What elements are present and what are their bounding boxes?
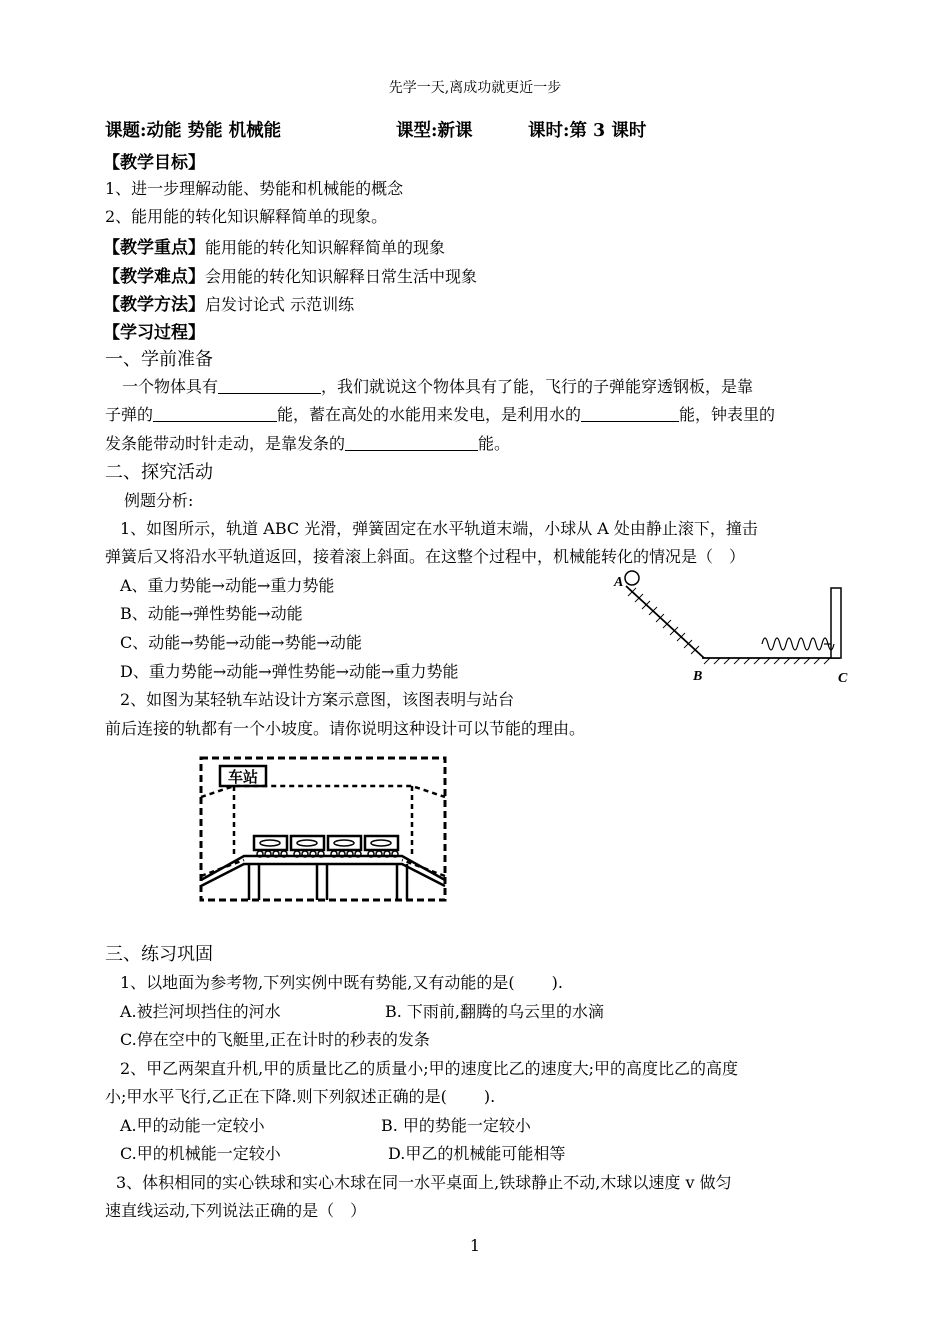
q1-option: D、重力势能→动能→弹性势能→动能→重力势能 xyxy=(120,662,459,681)
q1-option: A、重力势能→动能→重力势能 xyxy=(120,576,335,595)
q1-option: C、动能→势能→动能→势能→动能 xyxy=(120,633,362,652)
method-label: 【教学方法】 xyxy=(103,295,205,315)
exercise-option: D.甲乙的机械能可能相等 xyxy=(388,1144,566,1163)
text-segment: 能，蓄在高处的水能用来发电，是利用水的 xyxy=(277,405,582,424)
station-diagram xyxy=(192,752,454,904)
track-pillars xyxy=(249,864,407,900)
q2-text: 2、如图为某轻轨车站设计方案示意图，该图表明与站台 xyxy=(120,690,515,709)
exercise-question: 2、甲乙两架直升机,甲的质量比乙的质量小;甲的速度比乙的速度大;甲的高度比乙的高度 xyxy=(120,1059,739,1078)
exercise-option: C.停在空中的飞艇里,正在计时的秒表的发条 xyxy=(120,1030,430,1049)
exercise-option: A.被拦河坝挡住的河水 xyxy=(120,1002,281,1021)
example-label: 例题分析: xyxy=(124,491,194,510)
fill-line-2 xyxy=(105,402,775,425)
train xyxy=(254,836,398,857)
goal-item: 1、进一步理解动能、势能和机械能的概念 xyxy=(105,179,404,198)
difficulty-text: 会用能的转化知识解释日常生活中现象 xyxy=(205,267,478,286)
process-heading: 【学习过程】 xyxy=(103,323,205,343)
floor-hatch xyxy=(704,658,830,664)
answer-blank[interactable] xyxy=(581,405,679,422)
goal-item: 2、能用能的转化知识解释简单的现象。 xyxy=(105,207,388,226)
exercise-option: B. 下雨前,翻腾的乌云里的水滴 xyxy=(385,1002,605,1021)
lesson-topic: 课题:动能 势能 机械能 xyxy=(105,121,282,141)
exercise-option: A.甲的动能一定较小 xyxy=(120,1116,265,1135)
page-number: 1 xyxy=(469,1236,481,1255)
key-point-label: 【教学重点】 xyxy=(103,238,205,258)
text-segment: 能，钟表里的 xyxy=(679,405,776,424)
spring xyxy=(762,638,834,650)
q2-text: 前后连接的轨都有一个小坡度。请你说明这种设计可以节能的理由。 xyxy=(105,719,586,738)
exercise-question: 1、以地面为参考物,下列实例中既有势能,又有动能的是( ). xyxy=(120,973,564,992)
text-segment: 发条能带动时针走动，是靠发条的 xyxy=(105,434,346,453)
key-point-text: 能用能的转化知识解释简单的现象 xyxy=(205,238,446,257)
station-walls xyxy=(201,786,445,876)
exercise-question: 小;甲水平飞行,乙正在下降.则下列叙述正确的是( ). xyxy=(105,1087,496,1106)
lesson-type: 课型:新课 xyxy=(396,121,473,141)
exercise-option: B. 甲的势能一定较小 xyxy=(381,1116,531,1135)
fill-line-1 xyxy=(122,374,753,397)
answer-blank[interactable] xyxy=(153,405,277,422)
exercise-question: 3、体积相同的实心铁球和实心木球在同一水平桌面上,铁球静止不动,木球以速度 v 做匀 xyxy=(116,1173,732,1192)
answer-blank[interactable] xyxy=(345,434,478,451)
section1-title: 一、学前准备 xyxy=(105,349,213,370)
station-label: 车站 xyxy=(227,768,259,786)
exercise-question: 速直线运动,下列说法正确的是（ ） xyxy=(105,1201,367,1220)
text-segment: ，我们就说这个物体具有了能，飞行的子弹能穿透钢板，是靠 xyxy=(321,377,754,396)
method-text: 启发讨论式 示范训练 xyxy=(205,295,355,314)
answer-blank[interactable] xyxy=(218,377,321,394)
goals-heading: 【教学目标】 xyxy=(103,153,205,173)
text-segment: 一个物体具有 xyxy=(122,377,219,396)
q1-text: 1、如图所示，轨道 ABC 光滑，弹簧固定在水平轨道末端，小球从 A 处由静止滚下，撞击 xyxy=(120,519,758,538)
section2-title: 二、探究活动 xyxy=(105,462,213,483)
difficulty-label: 【教学难点】 xyxy=(103,267,205,287)
section3-title: 三、练习巩固 xyxy=(105,944,213,965)
method xyxy=(103,290,354,315)
text-segment: 子弹的 xyxy=(105,405,154,424)
q1-text: 弹簧后又将沿水平轨道返回，接着滚上斜面。在这整个过程中，机械能转化的情况是（ ） xyxy=(105,547,746,566)
slope xyxy=(626,586,704,658)
difficulty xyxy=(103,262,477,287)
label-a: A xyxy=(614,575,624,590)
exercise-option: C.甲的机械能一定较小 xyxy=(120,1144,281,1163)
track-diagram xyxy=(612,568,857,690)
page-header: 先学一天,离成功就更近一步 xyxy=(388,80,562,96)
lesson-period: 课时:第 3 课时 xyxy=(528,121,647,141)
ball xyxy=(625,571,639,585)
q1-option: B、动能→弹性势能→动能 xyxy=(120,604,303,623)
key-point xyxy=(103,233,445,258)
elevated-track xyxy=(201,856,445,886)
fill-line-3 xyxy=(105,431,510,454)
text-segment: 能。 xyxy=(478,434,511,453)
label-c: C xyxy=(838,671,848,686)
label-b: B xyxy=(693,669,703,684)
